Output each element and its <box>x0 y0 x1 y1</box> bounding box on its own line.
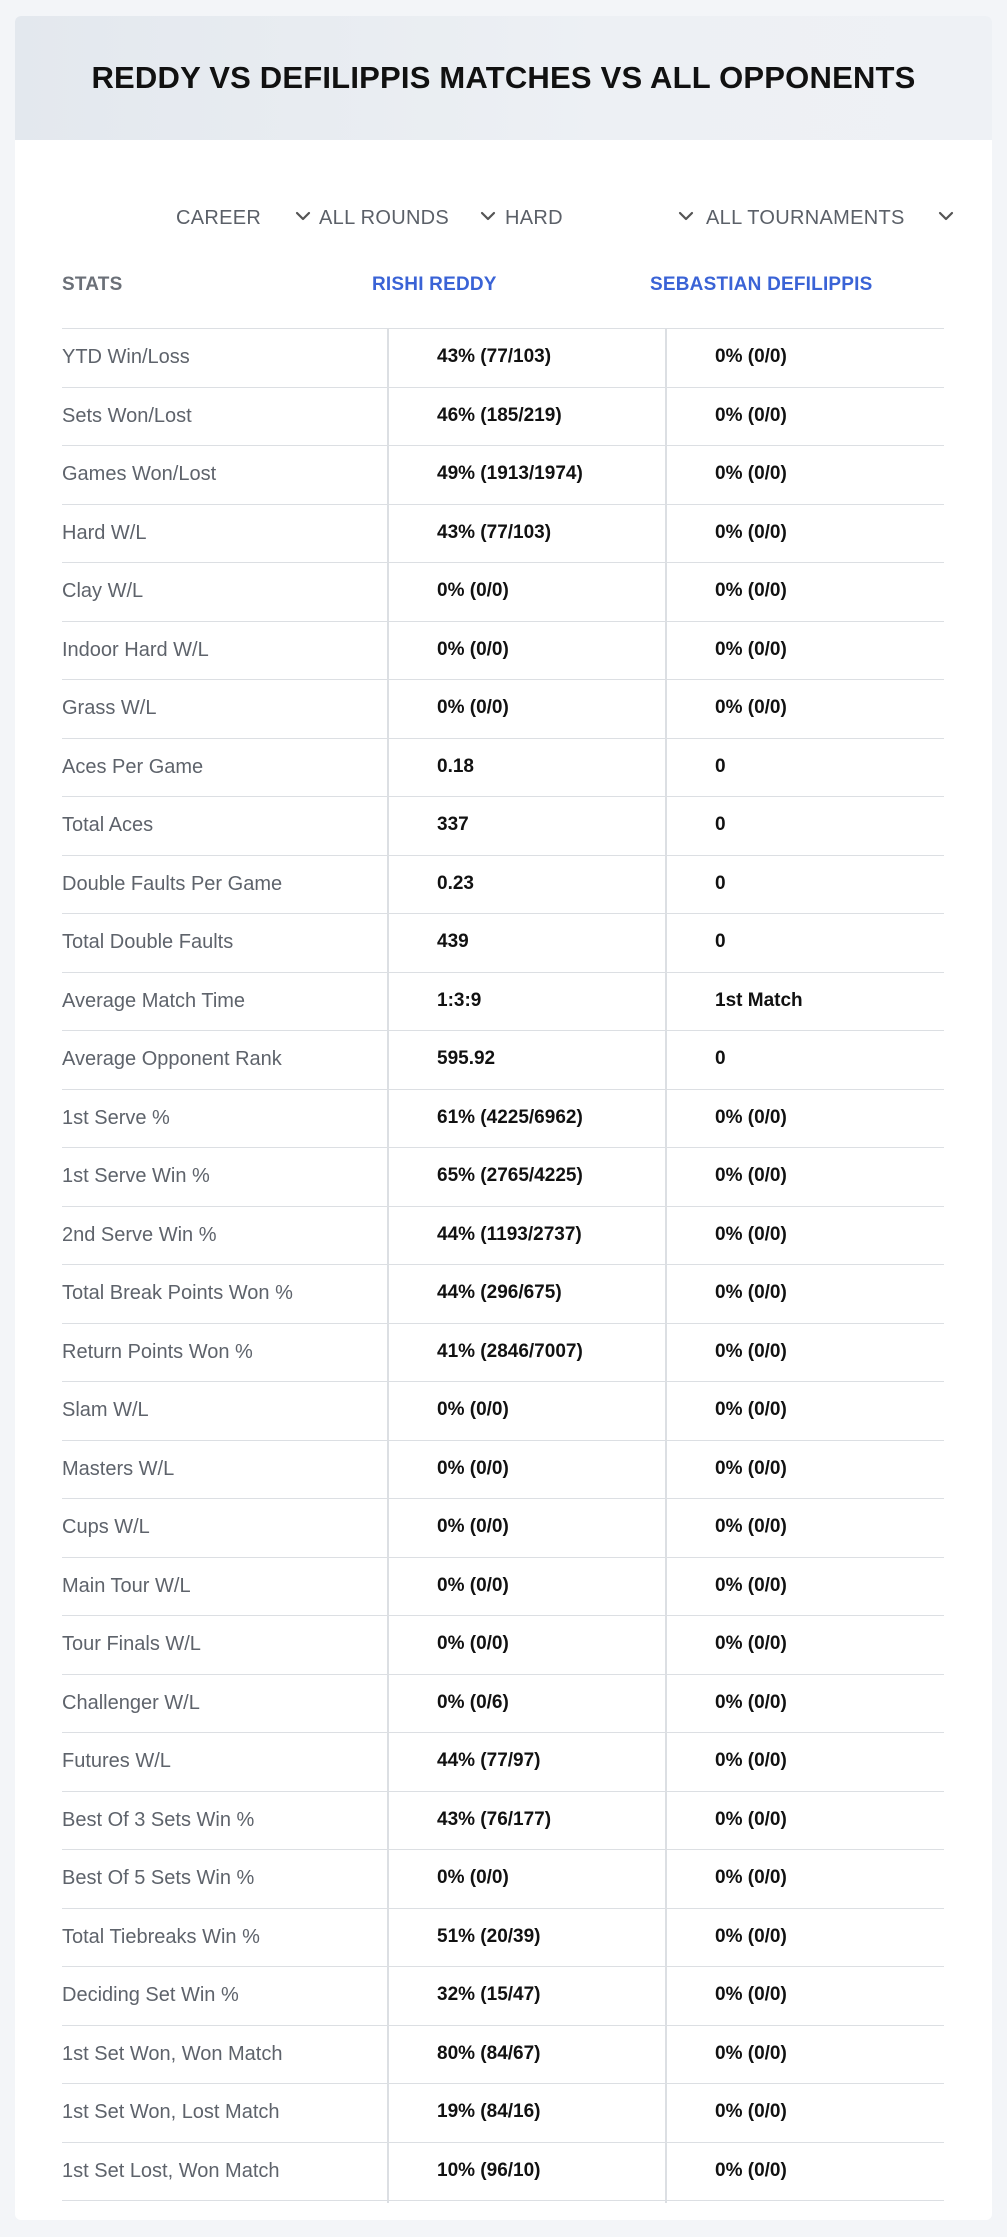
stat-label: Tour Finals W/L <box>62 1633 201 1655</box>
player1-value: 51% (20/39) <box>437 1925 541 1947</box>
table-row <box>62 1909 944 1968</box>
chevron-down-icon <box>937 207 955 225</box>
player2-value: 0% (0/0) <box>715 1808 787 1830</box>
player2-value: 0% (0/0) <box>715 1691 787 1713</box>
stat-label: Aces Per Game <box>62 755 204 778</box>
player1-value: 80% (84/67) <box>437 2042 541 2064</box>
period-dropdown-value: CAREER <box>176 206 262 229</box>
page-title: REDDY VS DEFILIPPIS MATCHES VS ALL OPPONENTS <box>91 60 916 95</box>
stat-label: Slam W/L <box>62 1399 149 1421</box>
player2-value: 0% (0/0) <box>715 521 787 543</box>
player1-value: 1:3:9 <box>437 989 482 1011</box>
player2-value: 0% (0/0) <box>715 1106 787 1128</box>
player2-value: 0% (0/0) <box>715 1340 787 1362</box>
player1-value: 0% (0/0) <box>437 1633 509 1654</box>
stat-label: Average Opponent Rank <box>62 1048 282 1070</box>
table-row <box>62 622 944 681</box>
player2-value: 0% (0/0) <box>715 1165 787 1186</box>
stat-label: Double Faults Per Game <box>62 872 283 895</box>
table-row <box>62 563 944 622</box>
stat-label: Best Of 3 Sets Win % <box>62 1808 255 1831</box>
stats-column-header: STATS <box>62 274 123 295</box>
card-header <box>15 16 992 140</box>
player2-value: 0% (0/0) <box>715 463 787 484</box>
player2-value: 0% (0/0) <box>715 346 787 367</box>
player2-value: 0% (0/0) <box>715 1925 787 1947</box>
stat-label: Main Tour W/L <box>62 1574 191 1597</box>
player2-value: 0% (0/0) <box>715 2042 787 2064</box>
player1-value: 337 <box>437 814 469 835</box>
table-row <box>62 914 944 973</box>
player2-value: 0% (0/0) <box>715 1399 787 1420</box>
player1-value: 49% (1913/1974) <box>437 463 583 484</box>
table-row <box>62 1499 944 1558</box>
stat-label: Best Of 5 Sets Win % <box>62 1867 255 1889</box>
table-row <box>62 797 944 856</box>
player2-value: 0% (0/0) <box>715 1574 787 1596</box>
table-row <box>62 2143 944 2202</box>
player1-value: 44% (296/675) <box>437 1282 562 1303</box>
player2-value: 0 <box>715 755 726 777</box>
table-row <box>62 1733 944 1792</box>
player2-value: 0% (0/0) <box>715 580 787 601</box>
player2-value: 0% (0/0) <box>715 1282 787 1303</box>
player1-value: 41% (2846/7007) <box>437 1340 583 1362</box>
player1-value: 0% (0/0) <box>437 638 509 660</box>
chevron-down-icon <box>677 207 695 225</box>
table-row <box>62 680 944 739</box>
table-row <box>62 739 944 798</box>
stat-label: 1st Set Won, Won Match <box>62 2042 283 2065</box>
stat-label: YTD Win/Loss <box>62 346 190 368</box>
player2-value: 0% (0/0) <box>715 638 787 660</box>
table-row <box>62 1324 944 1383</box>
player1-value: 43% (77/103) <box>437 346 552 367</box>
tournaments-dropdown-value: ALL TOURNAMENTS <box>706 206 905 229</box>
player1-value: 44% (1193/2737) <box>437 1223 582 1245</box>
table-row <box>62 1031 944 1090</box>
player1-value: 19% (84/16) <box>437 2101 541 2122</box>
player1-value: 0% (0/0) <box>437 1574 509 1596</box>
player1-column-header[interactable]: RISHI REDDY <box>372 274 497 295</box>
table-row <box>62 329 944 388</box>
stat-label: 1st Set Won, Lost Match <box>62 2101 280 2123</box>
player2-value: 0% (0/0) <box>715 1984 787 2005</box>
chevron-down-icon <box>294 207 312 225</box>
stat-label: Cups W/L <box>62 1516 150 1538</box>
stat-label: Futures W/L <box>62 1750 171 1772</box>
player2-value: 0 <box>715 1048 726 1069</box>
player2-value: 0% (0/0) <box>715 404 787 426</box>
player2-value: 1st Match <box>715 989 803 1011</box>
table-row <box>62 1850 944 1909</box>
stat-label: Clay W/L <box>62 580 144 602</box>
stat-label: 2nd Serve Win % <box>62 1223 217 1246</box>
player1-value: 44% (77/97) <box>437 1750 541 1771</box>
stat-label: Sets Won/Lost <box>62 404 192 427</box>
stat-label: Total Aces <box>62 814 154 836</box>
rounds-dropdown-value: ALL ROUNDS <box>319 206 450 229</box>
surface-dropdown-value: HARD <box>505 206 563 229</box>
stat-label: 1st Serve % <box>62 1106 170 1129</box>
table-row <box>62 856 944 915</box>
player1-value: 65% (2765/4225) <box>437 1165 583 1186</box>
stat-label: 1st Serve Win % <box>62 1165 210 1187</box>
player2-value: 0% (0/0) <box>715 1457 787 1479</box>
player2-value: 0% (0/0) <box>715 1516 787 1537</box>
table-row <box>62 388 944 447</box>
table-row <box>62 1382 944 1441</box>
table-row <box>62 446 944 505</box>
player1-value: 0% (0/0) <box>437 1516 509 1537</box>
stat-label: Deciding Set Win % <box>62 1984 239 2006</box>
player1-value: 61% (4225/6962) <box>437 1106 583 1128</box>
player1-value: 10% (96/10) <box>437 2159 541 2181</box>
table-row <box>62 1207 944 1266</box>
table-row <box>62 505 944 564</box>
player2-value: 0% (0/0) <box>715 1633 787 1654</box>
player2-value: 0% (0/0) <box>715 697 787 718</box>
table-row <box>62 1967 944 2026</box>
player2-value: 0% (0/0) <box>715 2159 787 2181</box>
stats-table <box>62 248 944 2201</box>
player1-value: 439 <box>437 931 469 952</box>
player1-value: 43% (76/177) <box>437 1808 552 1830</box>
player1-value: 0.18 <box>437 755 474 777</box>
period-dropdown[interactable] <box>176 188 316 248</box>
table-row <box>62 1616 944 1675</box>
player2-value: 0 <box>715 872 726 894</box>
table-row <box>62 2084 944 2143</box>
stat-label: Total Tiebreaks Win % <box>62 1925 260 1948</box>
player2-value: 0% (0/0) <box>715 1867 787 1888</box>
table-row <box>62 1265 944 1324</box>
rounds-dropdown[interactable] <box>319 188 499 248</box>
stat-label: Hard W/L <box>62 521 147 544</box>
stats-card <box>15 16 992 2220</box>
player2-value: 0% (0/0) <box>715 1223 787 1245</box>
tournaments-dropdown[interactable] <box>706 188 966 248</box>
chevron-down-icon <box>479 207 497 225</box>
table-row <box>62 1792 944 1851</box>
stat-label: Total Double Faults <box>62 931 234 953</box>
player2-value: 0 <box>715 814 726 835</box>
stat-label: Challenger W/L <box>62 1691 200 1714</box>
table-header <box>62 248 944 329</box>
player1-value: 46% (185/219) <box>437 404 562 426</box>
player1-value: 0.23 <box>437 872 474 894</box>
surface-dropdown[interactable] <box>505 188 705 248</box>
player1-value: 595.92 <box>437 1048 496 1069</box>
stat-label: Total Break Points Won % <box>62 1282 293 1304</box>
table-row <box>62 1675 944 1734</box>
stat-label: Games Won/Lost <box>62 463 217 485</box>
player1-value: 0% (0/0) <box>437 1867 509 1888</box>
player2-value: 0% (0/0) <box>715 2101 787 2122</box>
player2-value: 0 <box>715 931 726 952</box>
table-row <box>62 1090 944 1149</box>
player1-value: 0% (0/0) <box>437 697 509 718</box>
player1-value: 43% (77/103) <box>437 521 552 543</box>
table-row <box>62 1148 944 1207</box>
player1-value: 0% (0/6) <box>437 1691 509 1713</box>
player1-value: 32% (15/47) <box>437 1984 541 2005</box>
player2-column-header[interactable]: SEBASTIAN DEFILIPPIS <box>650 274 873 295</box>
stat-label: Grass W/L <box>62 697 157 719</box>
stat-label: Indoor Hard W/L <box>62 638 209 661</box>
table-row <box>62 973 944 1032</box>
player2-value: 0% (0/0) <box>715 1750 787 1771</box>
stat-label: Return Points Won % <box>62 1340 253 1363</box>
player1-value: 0% (0/0) <box>437 580 509 601</box>
player1-value: 0% (0/0) <box>437 1399 509 1420</box>
stat-label: 1st Set Lost, Won Match <box>62 2159 280 2182</box>
stat-label: Masters W/L <box>62 1457 175 1480</box>
table-row <box>62 1441 944 1500</box>
filter-bar <box>15 188 992 248</box>
stat-label: Average Match Time <box>62 989 246 1012</box>
table-row <box>62 1558 944 1617</box>
player1-value: 0% (0/0) <box>437 1457 509 1479</box>
table-row <box>62 2026 944 2085</box>
